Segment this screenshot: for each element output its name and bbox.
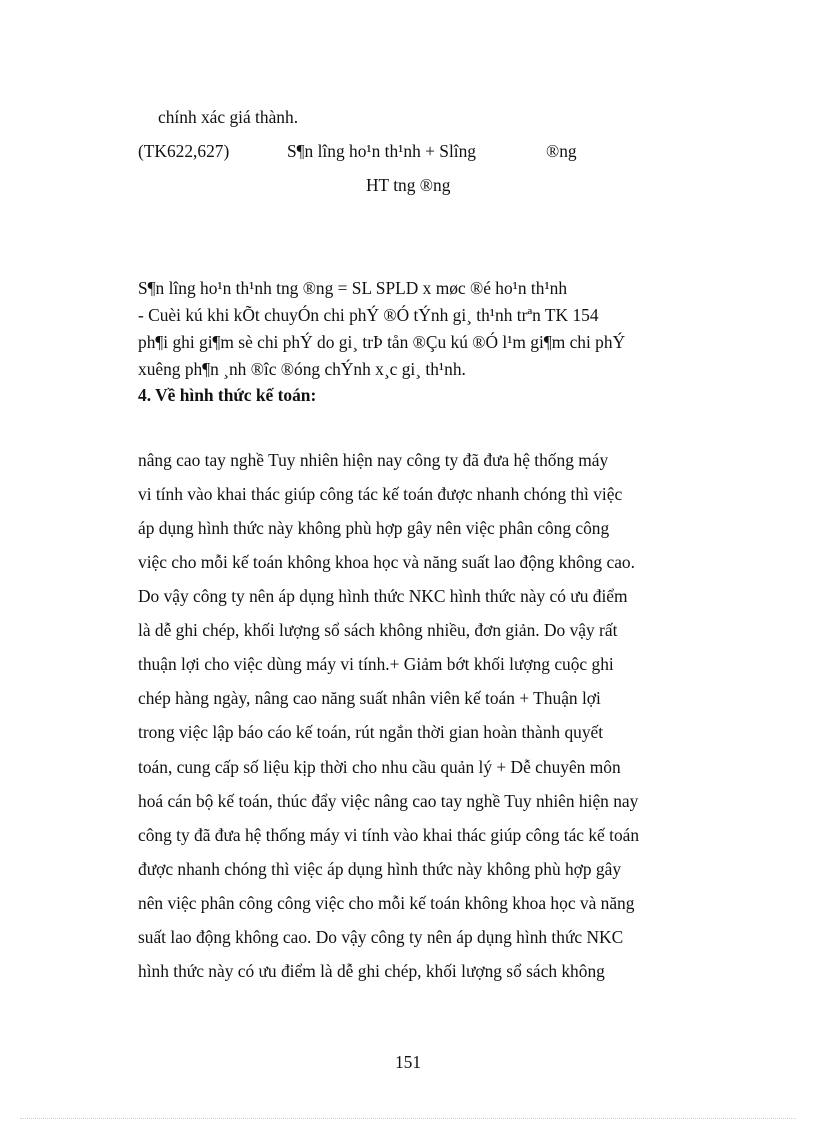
page-bottom-divider [20, 1118, 796, 1119]
body-line: thuận lợi cho việc dùng máy vi tính.+ Giảm bớt khối lượng cuộc ghi [138, 654, 614, 674]
body-line: toán, cung cấp số liệu kịp thời cho nhu cầu quản lý + Dễ chuyên môn [138, 757, 621, 777]
body-line: trong việc lập báo cáo kế toán, rút ngắn thời gian hoàn thành quyết [138, 722, 604, 742]
formula-denominator: HT tng ®ng [366, 175, 451, 195]
body-line: việc cho mỗi kế toán không khoa học và năng suất lao động không cao. [138, 552, 635, 572]
page-number: 151 [394, 1052, 422, 1072]
body-line: áp dụng hình thức này không phù hợp gây nên việc phân công công [138, 518, 610, 538]
body-line: là dễ ghi chép, khối lượng sổ sách không nhiều, đơn giản. Do vậy rất [138, 620, 618, 640]
body-line: nâng cao tay nghề Tuy nhiên hiện nay công ty đã đưa hệ thống máy [138, 450, 609, 470]
formula-left-label: (TK622,627) [138, 141, 230, 161]
body-line: Do vậy công ty nên áp dụng hình thức NKC hình thức này có ưu điểm [138, 586, 628, 606]
paragraph-line: ph¶i ghi gi¶m sè chi phÝ do gi¸ trÞ tån ®Çu kú ®Ó l¹m gi¶m chi phÝ [138, 332, 626, 352]
body-line: vi tính vào khai thác giúp công tác kế toán được nhanh chóng thì việc [138, 484, 623, 504]
intro-line: chính xác giá thành. [158, 107, 299, 127]
body-line: hình thức này có ưu điểm là dễ ghi chép, khối lượng sổ sách không [138, 961, 605, 981]
body-line: chép hàng ngày, nâng cao năng suất nhân viên kế toán + Thuận lợi [138, 688, 601, 708]
body-line: hoá cán bộ kế toán, thúc đẩy việc nâng cao tay nghề Tuy nhiên hiện nay [138, 791, 639, 811]
body-line: nên việc phân công công việc cho mỗi kế toán không khoa học và năng [138, 893, 635, 913]
paragraph-line: xuêng ph¶n ¸nh ®îc ®óng chÝnh x¸c gi¸ th¹nh. [138, 359, 466, 379]
body-line: suất lao động không cao. Do vậy công ty nên áp dụng hình thức NKC [138, 927, 624, 947]
formula-numerator: S¶n lîng ho¹n th¹nh + Slîng [287, 141, 477, 161]
body-line: công ty đã đưa hệ thống máy vi tính vào khai thác giúp công tác kế toán [138, 825, 640, 845]
formula-numerator-tail: ®ng [546, 141, 577, 161]
paragraph-line: - Cuèi kú khi kÕt chuyÓn chi phÝ ®Ó tÝnh gi¸ th¹nh trªn TK 154 [138, 305, 599, 325]
section-heading: 4. Về hình thức kế toán: [138, 385, 317, 405]
paragraph-line: S¶n lîng ho¹n th¹nh tng ®ng = SL SPLD x møc ®é ho¹n th¹nh [138, 278, 568, 298]
body-line: được nhanh chóng thì việc áp dụng hình thức này không phù hợp gây [138, 859, 622, 879]
